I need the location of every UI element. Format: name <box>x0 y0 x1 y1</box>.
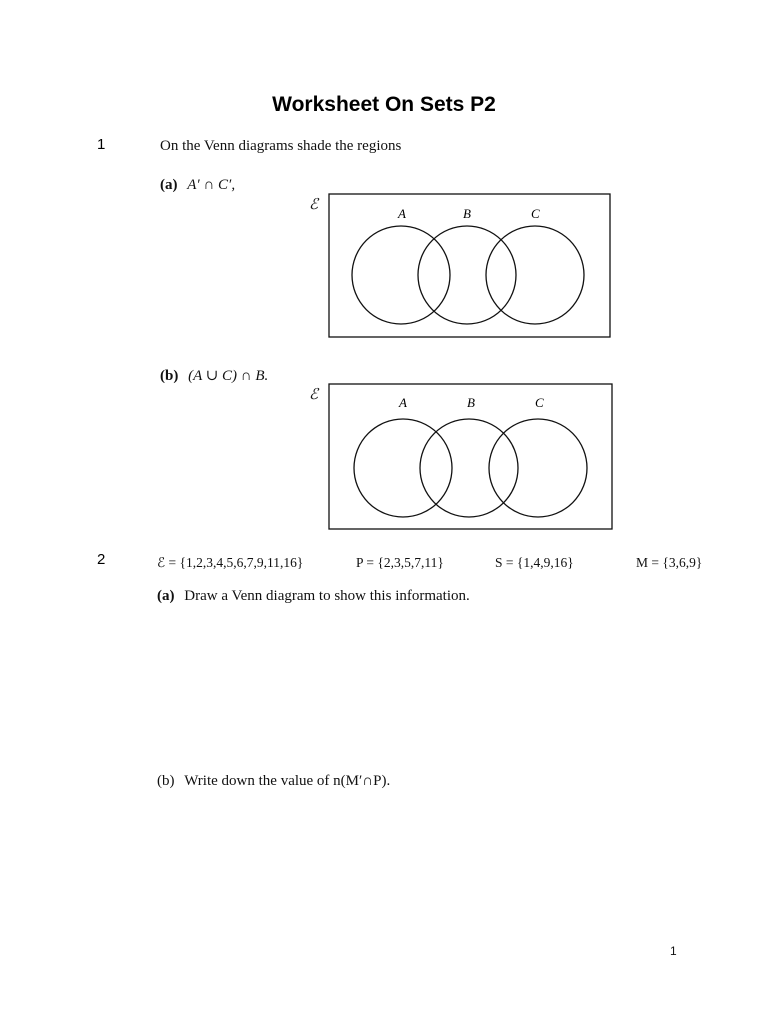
question-2-part-b <box>157 773 390 790</box>
venn-a-label-b: B <box>463 206 471 221</box>
venn-diagram-a[interactable] <box>328 192 612 340</box>
q2-part-b-text: Write down the value of n(M′∩P). <box>184 773 391 789</box>
universal-set-symbol: ℰ <box>309 387 319 403</box>
venn-b-circle-a <box>354 419 452 517</box>
part-b-expression: (A ∪ C) ∩ B. <box>188 368 269 384</box>
question-number-1: 1 <box>97 136 106 153</box>
venn-a-circle-b <box>418 226 516 324</box>
set-p-definition: P = {2,3,5,7,11} <box>356 555 444 570</box>
q2-part-a-text: Draw a Venn diagram to show this information. <box>184 588 470 604</box>
q2-part-a-label: (a) <box>157 588 175 604</box>
page-title: Worksheet On Sets P2 <box>272 93 496 116</box>
venn-a-label-a: A <box>398 206 406 221</box>
venn-a-label-c: C <box>531 206 540 221</box>
part-b-label: (b) <box>160 368 179 384</box>
universal-set-definition: ℰ = {1,2,3,4,5,6,7,9,11,16} <box>157 555 304 570</box>
venn-b-label-b: B <box>467 395 475 410</box>
venn-a-circle-c <box>486 226 584 324</box>
venn-b-label-a: A <box>399 395 407 410</box>
venn-b-label-c: C <box>535 395 544 410</box>
question-1-part-a <box>160 177 235 194</box>
part-a-label: (a) <box>160 177 178 193</box>
part-a-expression: A′ ∩ C′, <box>187 177 236 193</box>
universal-set-symbol: ℰ <box>309 197 319 213</box>
q2-part-b-label: (b) <box>157 773 175 789</box>
question-number-2: 2 <box>97 551 106 568</box>
venn-a-circle-a <box>352 226 450 324</box>
question-1-part-b <box>160 366 268 385</box>
set-s-definition: S = {1,4,9,16} <box>495 555 574 570</box>
question-2-part-a <box>157 588 470 605</box>
question-1-instruction: On the Venn diagrams shade the regions <box>160 138 402 154</box>
venn-b-circle-c <box>489 419 587 517</box>
page-number: 1 <box>670 944 677 958</box>
set-m-definition: M = {3,6,9} <box>636 555 703 570</box>
venn-diagram-b[interactable] <box>328 382 614 530</box>
